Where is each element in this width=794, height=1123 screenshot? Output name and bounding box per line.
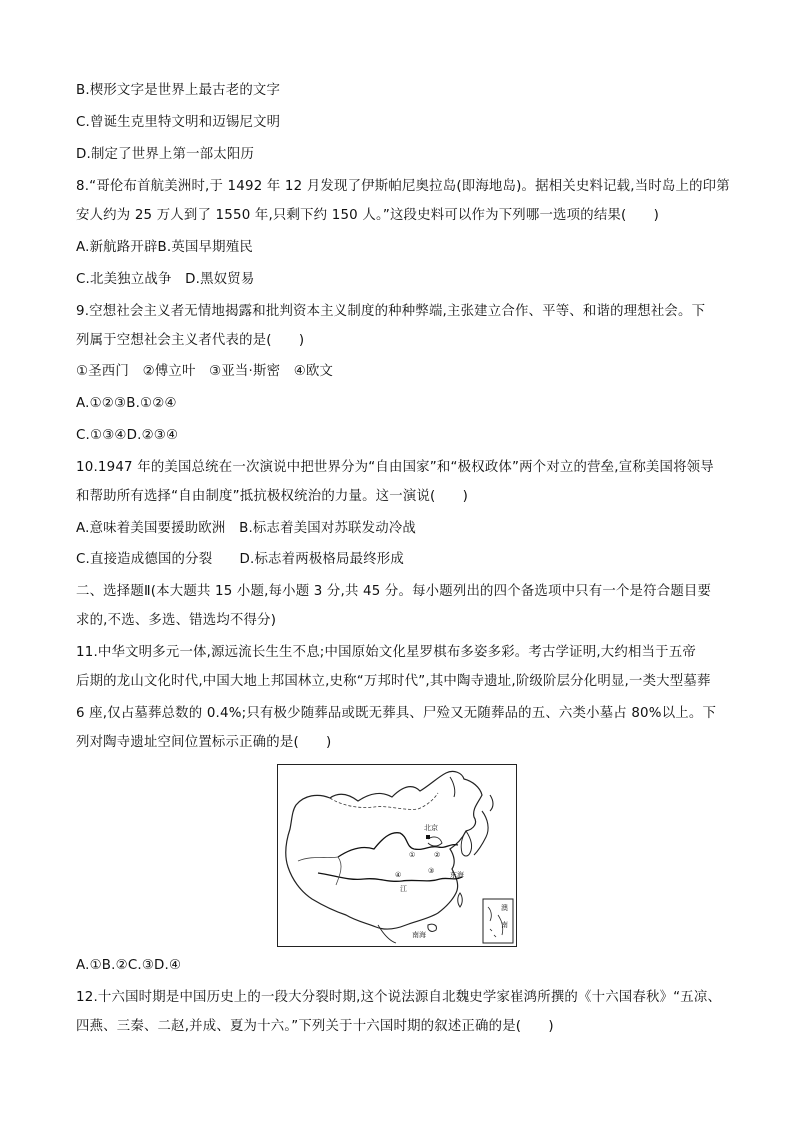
question-8-options-ab: A.新航路开辟B.英国早期殖民 bbox=[76, 240, 253, 255]
site-1-label: ① bbox=[409, 851, 416, 859]
question-9-options-cd: C.①③④D.②③④ bbox=[76, 428, 179, 443]
question-10-options-cd: C.直接造成德国的分裂 D.标志着两极格局最终形成 bbox=[76, 552, 404, 567]
inset-top-label: 澳 bbox=[501, 904, 508, 912]
question-11-options: A.①B.②C.③D.④ bbox=[76, 958, 182, 973]
question-11-line-2: 后期的龙山文化时代,中国大地上邦国林立,史称“万邦时代”,其中陶寺遗址,阶级阶层分化明显,一类大型墓葬 bbox=[76, 674, 711, 689]
question-10-line-2: 和帮助所有选择“自由制度”抵抗极权统治的力量。这一演说( ) bbox=[76, 489, 469, 504]
china-map-svg bbox=[278, 765, 515, 945]
bohai-coast bbox=[428, 837, 442, 846]
question-9-line-1: 9.空想社会主义者无情地揭露和批判资本主义制度的种种弊端,主张建立合作、平等、和谐的理想社会。下 bbox=[76, 304, 706, 319]
question-9-line-2: 列属于空想社会主义者代表的是( ) bbox=[76, 333, 305, 348]
question-11-line-1: 11.中华文明多元一体,源远流长生生不息;中国原始文化星罗棋布多姿多彩。考古学证明,大约相当于五帝 bbox=[76, 645, 696, 660]
beijing-label: 北京 bbox=[424, 824, 438, 832]
question-12-line-2: 四燕、三秦、二赵,并成、夏为十六。”下列关于十六国时期的叙述正确的是( ) bbox=[76, 1019, 554, 1034]
river-label: 江 bbox=[400, 885, 407, 893]
site-2-label: ② bbox=[434, 851, 441, 859]
option-7b: B.楔形文字是世界上最古老的文字 bbox=[76, 83, 281, 98]
site-4-label: ④ bbox=[395, 871, 402, 879]
china-map-figure bbox=[277, 764, 517, 947]
indochina-outline bbox=[378, 925, 396, 943]
question-8-line-2: 安人约为 25 万人到了 1550 年,只剩下约 150 人。”这段史料可以作为下列哪一选项的结果( ) bbox=[76, 208, 660, 223]
question-11-line-3: 6 座,仅占墓葬总数的 0.4%;只有极少随葬品或既无葬具、尸殓又无随葬品的五、六类小墓占 80%以上。下 bbox=[76, 706, 717, 721]
question-9-items: ①圣西门 ②傅立叶 ③亚当·斯密 ④欧文 bbox=[76, 364, 334, 379]
east-sea-label: 东海 bbox=[450, 871, 464, 879]
question-11-line-4: 列对陶寺遗址空间位置标示正确的是( ) bbox=[76, 735, 332, 750]
question-10-options-ab: A.意味着美国要援助欧洲 B.标志着美国对苏联发动冷战 bbox=[76, 521, 417, 536]
section-2-heading-line-2: 求的,不选、多选、错选均不得分) bbox=[76, 613, 277, 628]
south-sea-label: 南海 bbox=[412, 931, 426, 939]
hainan-island bbox=[428, 924, 437, 931]
question-12-line-1: 12.十六国时期是中国历史上的一段大分裂时期,这个说法源自北魏史学家崔鸿所撰的《十六国春秋》“五凉、 bbox=[76, 990, 722, 1005]
question-8-options-cd: C.北美独立战争 D.黑奴贸易 bbox=[76, 272, 255, 287]
option-7d: D.制定了世界上第一部太阳历 bbox=[76, 147, 255, 162]
korea-peninsula bbox=[461, 831, 471, 856]
section-2-heading-line-1: 二、选择题Ⅱ(本大题共 15 小题,每小题 3 分,共 45 分。每小题列出的四个备选项中只有一个是符合题目要 bbox=[76, 584, 712, 599]
south-china-sea-inset bbox=[483, 899, 513, 943]
option-7c: C.曾诞生克里特文明和迈锡尼文明 bbox=[76, 115, 281, 130]
inset-bottom-label: 南 bbox=[501, 921, 508, 929]
question-8-line-1: 8.“哥伦布首航美洲时,于 1492 年 12 月发现了伊斯帕尼奥拉岛(即海地岛)。据相关史料记载,当时岛上的印第 bbox=[76, 179, 730, 194]
china-border-outline bbox=[286, 771, 482, 929]
question-10-line-1: 10.1947 年的美国总统在一次演说中把世界分为“自由国家”和“极权政体”两个对立的营垒,宣称美国将领导 bbox=[76, 460, 714, 475]
plateau-line bbox=[298, 857, 341, 885]
site-3-label: ③ bbox=[428, 867, 435, 875]
sakhalin-island bbox=[450, 777, 455, 797]
taiwan-island bbox=[458, 893, 463, 907]
beijing-marker bbox=[426, 835, 430, 839]
question-9-options-ab: A.①②③B.①②④ bbox=[76, 396, 177, 411]
